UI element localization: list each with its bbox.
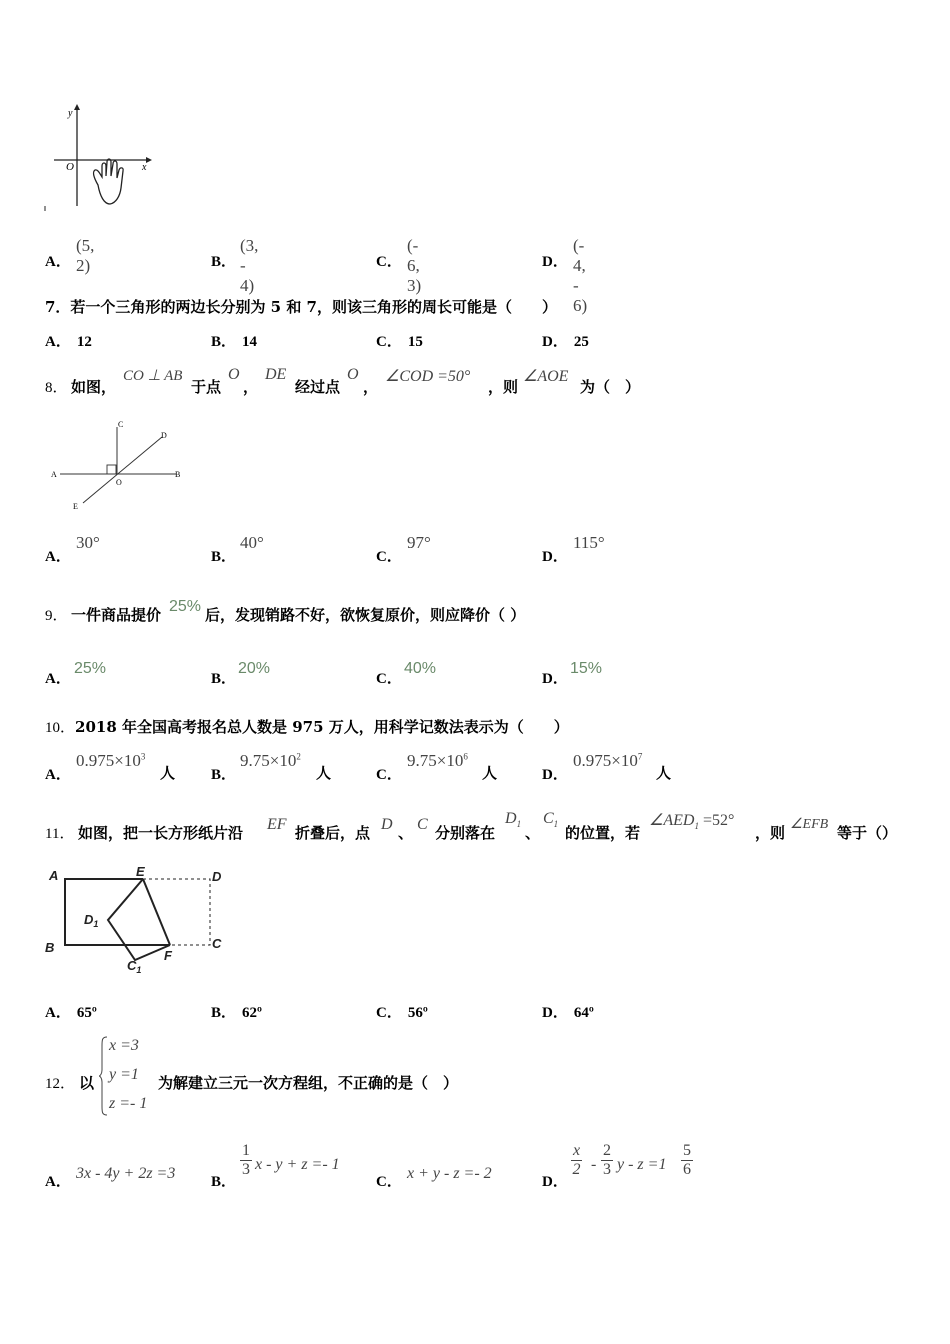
q11-option-d[interactable]: D． 64º [542, 1005, 594, 1021]
fig11-label-B: B [45, 940, 55, 955]
q9-options: A． 25% B． 20% C． 40% D． 15% [45, 660, 603, 687]
q10-options: A． $0.975\times 10^3$ 人 B． $9.75\times 10^2$ 人 C． $9.75\times 10^6$ 人 D． $0.975\times 10^7$ 人 [45, 751, 672, 783]
fig8-label-D: D [161, 431, 167, 440]
q12-stem: 12． 以 x =3 y =1 z =- 1 为解建立三元一次方程组，不正确的是（ ） [45, 1034, 925, 1124]
q11-options [45, 1001, 925, 1023]
q7-option-b[interactable]: B． 14 [211, 334, 258, 350]
fig11-label-E: E [136, 864, 145, 879]
fig11-label-D: D [212, 869, 222, 884]
q7-option-a[interactable]: A． 12 [45, 334, 92, 350]
q11-stem: 11． 如图，把一长方形纸片沿 EF 折叠后，点 D 、 C 分别落在 $D_1$ 、 $C_1$ 的位置，若 $\angle AED_1 =52^\circ$ ，则 ∠EFB 等于（） [45, 810, 898, 842]
fig11-label-F: F [164, 948, 172, 963]
brace-icon [98, 1036, 108, 1116]
fold-figure [40, 860, 240, 980]
q7-stem: 7．若一个三角形的两边长分别为 5 和 7，则该三角形的周长可能是（ ） [45, 298, 557, 316]
q7-option-d[interactable]: D． 25 [542, 334, 589, 350]
fig11-label-C1: $C_1$ [127, 958, 142, 975]
fig8-label-E: E [73, 502, 78, 511]
fig11-label-A: A [49, 868, 59, 883]
fig8-label-B: B [175, 470, 181, 479]
q10-stem: 10．2018 年全国高考报名总人数是 975 万人，用科学记数法表示为（ ） [45, 718, 569, 736]
coordinate-hand-figure [40, 100, 160, 215]
q6-options: A． (5, 2) B． (3, - 4) C． (- 6, 3) D． (- 4, - 6) [45, 236, 588, 315]
fig11-label-D1: $D_1$ [84, 912, 99, 929]
q12-options: A． 3x - 4y + 2z =3 B． $\frac{1}{3}$ x - y + z =- 1 C． x + y - z =- 2 D． $\frac{x}{2}$ - $\frac{2}{3}$ y - z =1 $\frac{5}{6}$ [45, 1142, 691, 1190]
q7-options [45, 330, 925, 352]
q11-option-b[interactable]: B． 62º [211, 1005, 262, 1021]
fig6-y-label: y [68, 108, 73, 119]
fig8-label-O: O [116, 478, 122, 487]
q7-option-c[interactable]: C． 15 [376, 334, 423, 350]
q11-option-c[interactable]: C． 56º [376, 1005, 428, 1021]
fig8-label-A: A [51, 470, 57, 479]
fig6-x-label: x [142, 162, 147, 173]
angle-figure [48, 415, 188, 515]
hand-icon [94, 159, 124, 204]
fig6-origin-label: O [66, 161, 74, 173]
fig11-label-C: C [212, 936, 222, 951]
q11-option-a[interactable]: A． 65º [45, 1005, 97, 1021]
q8-options: A． 30° B． 40° C． 97° D． 115° [45, 533, 605, 565]
fig8-label-C: C [118, 420, 124, 429]
